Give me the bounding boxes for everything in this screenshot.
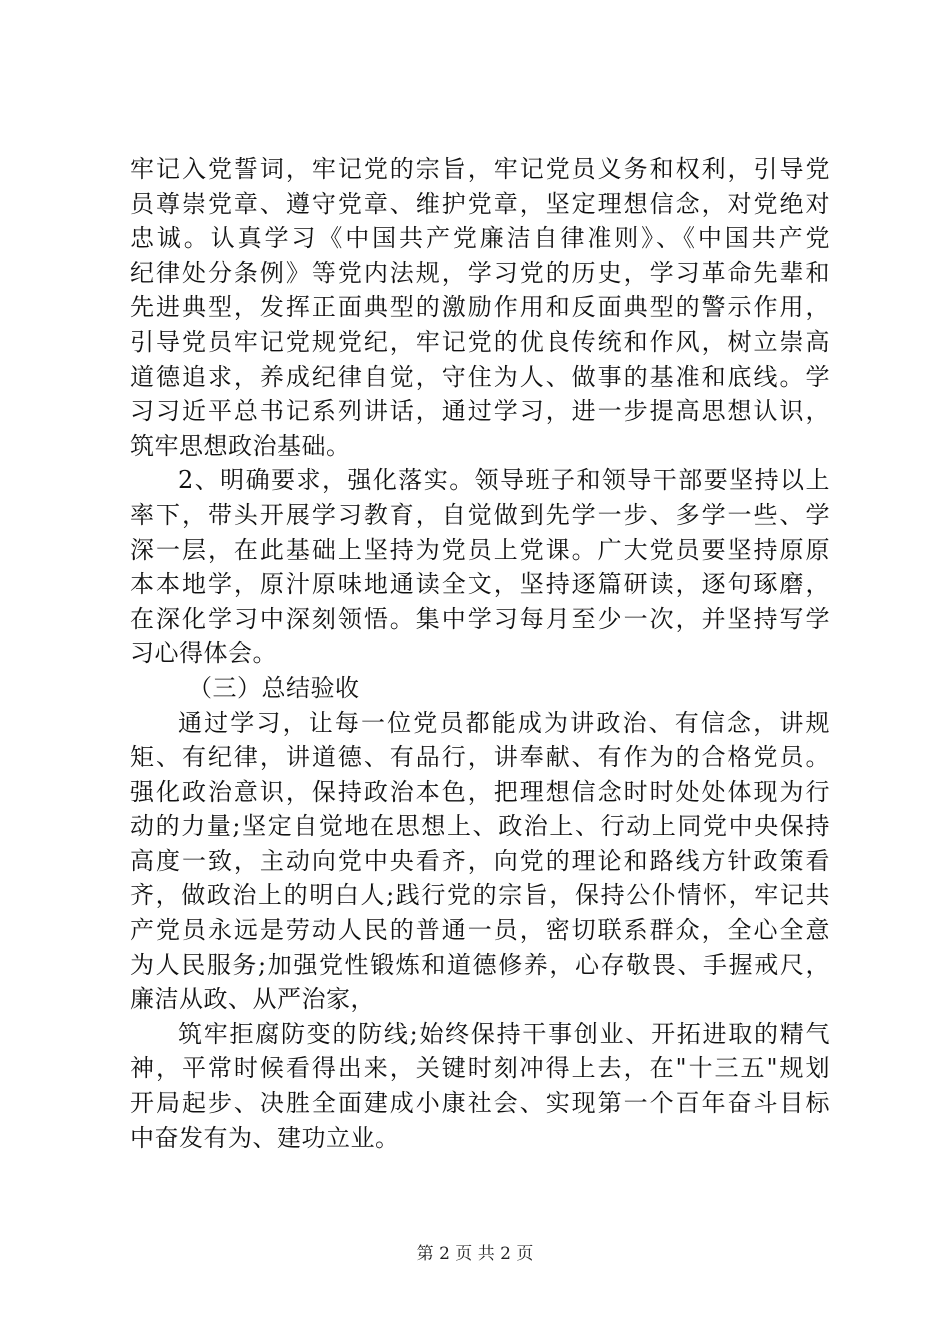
text-line: 廉洁从政、从严治家， — [130, 985, 375, 1014]
page-number-footer: 第 2 页 共 2 页 — [416, 1244, 534, 1264]
text-line: 本本地学，原汁原味地通读全文，坚持逐篇研读，逐句琢磨， — [130, 570, 830, 599]
paragraph-3 — [130, 706, 830, 1017]
paragraph-2 — [130, 463, 830, 671]
text-line: 神，平常时候看得出来，关键时刻冲得上去，在"十三五"规划 — [130, 1054, 830, 1083]
text-line: 忠诚。认真学习《中国共产党廉洁自律准则》、《中国共产党 — [130, 224, 830, 253]
text-line: 牢记入党誓词，牢记党的宗旨，牢记党员义务和权利，引导党 — [130, 155, 830, 183]
text-line: 高度一致，主动向党中央看齐，向党的理论和路线方针政策看 — [130, 846, 830, 875]
text-line: 中奋发有为、建功立业。 — [130, 1123, 400, 1152]
text-line: 在深化学习中深刻领悟。集中学习每月至少一次，并坚持写学 — [130, 604, 830, 633]
text-line: 习习近平总书记系列讲话，通过学习，进一步提高思想认识， — [130, 397, 830, 426]
text-line: 齐，做政治上的明白人;践行党的宗旨，保持公仆情怀，牢记共 — [130, 881, 830, 910]
document-body — [130, 152, 830, 1155]
text-line: 为人民服务;加强党性锻炼和道德修养，心存敬畏、手握戒尺， — [130, 950, 830, 979]
text-line: 先进典型，发挥正面典型的激励作用和反面典型的警示作用， — [130, 293, 830, 322]
text-line: 2、明确要求，强化落实。领导班子和领导干部要坚持以上 — [178, 466, 830, 495]
text-line: 引导党员牢记党规党纪，牢记党的优良传统和作风，树立崇高 — [130, 327, 830, 356]
text-line: 筑牢拒腐防变的防线;始终保持干事创业、开拓进取的精气 — [178, 1019, 830, 1048]
text-line: 员尊崇党章、遵守党章、维护党章，坚定理想信念，对党绝对 — [130, 189, 830, 218]
text-line: 率下，带头开展学习教育，自觉做到先学一步、多学一些、学 — [130, 500, 830, 529]
text-line: 通过学习，让每一位党员都能成为讲政治、有信念，讲规 — [178, 708, 830, 737]
paragraph-1 — [130, 152, 830, 463]
text-line: 强化政治意识，保持政治本色，把理想信念时时处处体现为行 — [130, 777, 830, 806]
text-line: 深一层，在此基础上坚持为党员上党课。广大党员要坚持原原 — [130, 535, 830, 564]
text-line: 产党员永远是劳动人民的普通一员，密切联系群众，全心全意 — [130, 916, 830, 945]
paragraph-4 — [130, 1017, 830, 1155]
text-line: 纪律处分条例》等党内法规，学习党的历史，学习革命先辈和 — [130, 258, 830, 287]
text-line: 筑牢思想政治基础。 — [130, 431, 351, 460]
text-line: 开局起步、决胜全面建成小康社会、实现第一个百年奋斗目标 — [130, 1089, 830, 1118]
section-heading-text: （三）总结验收 — [188, 673, 360, 702]
section-heading — [130, 671, 830, 706]
text-line: 矩、有纪律，讲道德、有品行，讲奉献、有作为的合格党员。 — [130, 743, 830, 772]
text-line: 动的力量;坚定自觉地在思想上、政治上、行动上同党中央保持 — [130, 812, 830, 841]
text-line: 道德追求，养成纪律自觉，守住为人、做事的基准和底线。学 — [130, 362, 830, 391]
text-line: 习心得体会。 — [130, 639, 277, 668]
